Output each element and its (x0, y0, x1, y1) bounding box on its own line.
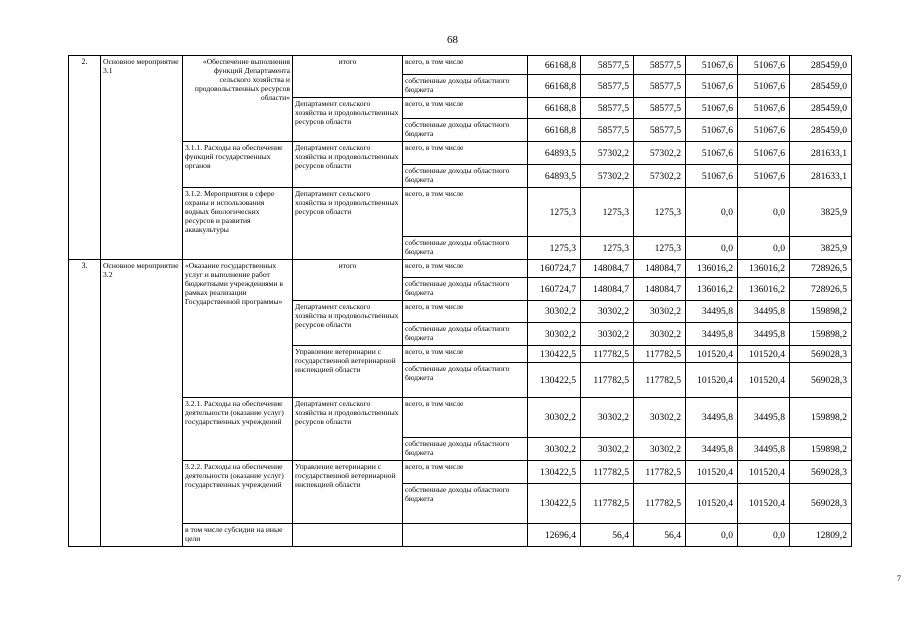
value-cell: 66168,8 (528, 75, 581, 98)
value-cell: 148084,7 (634, 278, 686, 301)
value-cell: 159898,2 (790, 323, 852, 346)
value-cell: 58577,5 (634, 119, 686, 142)
value-cell: 136016,2 (686, 260, 738, 278)
value-cell: 66168,8 (528, 98, 581, 119)
value-cell: 148084,7 (634, 260, 686, 278)
activity-name: 3.2.2. Расходы на обеспечение деятельности (оказание услуг) государственных учреждений (183, 461, 293, 524)
value-cell: 281633,1 (790, 165, 852, 188)
value-cell: 1275,3 (528, 237, 581, 260)
activity-name: «Обеспечение выполнения функций Департамента сельского хозяйства и продовольственных ресурсов области» (183, 56, 293, 142)
value-cell: 51067,6 (738, 56, 790, 75)
value-cell: 30302,2 (528, 438, 581, 461)
activity-name: 3.1.2. Мероприятия в сфере охраны и использования водных биологических ресурсов и развития аквакультуры (183, 188, 293, 260)
value-cell: 51067,6 (686, 119, 738, 142)
value-cell: 30302,2 (581, 323, 634, 346)
executor-label: Департамент сельского хозяйства и продовольственных ресурсов области (293, 98, 403, 142)
value-cell: 57302,2 (634, 165, 686, 188)
activity-name: в том числе субсидии на иные цели (183, 524, 293, 547)
budget-table-wrapper (68, 55, 852, 547)
value-cell: 130422,5 (528, 346, 581, 363)
activity-name: 3.2.1. Расходы на обеспечение деятельности (оказание услуг) государственных учреждений (183, 398, 293, 461)
value-cell: 160724,7 (528, 260, 581, 278)
executor-label: Департамент сельского хозяйства и продовольственных ресурсов области (293, 188, 403, 260)
value-cell: 101520,4 (686, 346, 738, 363)
value-cell: 30302,2 (528, 323, 581, 346)
value-cell: 159898,2 (790, 398, 852, 438)
value-cell: 57302,2 (581, 165, 634, 188)
value-cell: 101520,4 (686, 461, 738, 484)
value-cell: 136016,2 (738, 278, 790, 301)
value-cell: 117782,5 (634, 363, 686, 398)
funding-source-label: всего, в том числе (403, 398, 528, 438)
funding-source-label: собственные доходы областного бюджета (403, 484, 528, 524)
main-activity-label: Основное мероприятие 3.1 (101, 56, 183, 260)
value-cell: 58577,5 (634, 75, 686, 98)
executor-label: итого (293, 260, 403, 301)
value-cell: 57302,2 (581, 142, 634, 165)
value-cell: 12809,2 (790, 524, 852, 547)
value-cell: 30302,2 (634, 323, 686, 346)
funding-source-label: собственные доходы областного бюджета (403, 363, 528, 398)
value-cell: 159898,2 (790, 438, 852, 461)
funding-source-label: собственные доходы областного бюджета (403, 278, 528, 301)
value-cell: 569028,3 (790, 363, 852, 398)
value-cell: 728926,5 (790, 260, 852, 278)
main-activity-label: Основное мероприятие 3.2 (101, 260, 183, 547)
value-cell: 728926,5 (790, 278, 852, 301)
value-cell: 1275,3 (581, 188, 634, 237)
value-cell: 130422,5 (528, 461, 581, 484)
value-cell: 30302,2 (528, 301, 581, 323)
value-cell: 285459,0 (790, 56, 852, 75)
value-cell: 51067,6 (686, 165, 738, 188)
value-cell: 101520,4 (686, 363, 738, 398)
value-cell: 51067,6 (686, 142, 738, 165)
value-cell: 285459,0 (790, 98, 852, 119)
funding-source-label: всего, в том числе (403, 301, 528, 323)
funding-source-label: всего, в том числе (403, 188, 528, 237)
funding-source-label: всего, в том числе (403, 142, 528, 165)
value-cell: 51067,6 (686, 75, 738, 98)
value-cell: 34495,8 (686, 438, 738, 461)
value-cell: 30302,2 (528, 398, 581, 438)
funding-source-label (403, 524, 528, 547)
executor-label: Департамент сельского хозяйства и продовольственных ресурсов области (293, 142, 403, 188)
value-cell: 285459,0 (790, 119, 852, 142)
table-row (69, 524, 852, 547)
value-cell: 117782,5 (581, 484, 634, 524)
executor-label: Департамент сельского хозяйства и продовольственных ресурсов области (293, 301, 403, 346)
executor-label: Департамент сельского хозяйства и продовольственных ресурсов области (293, 398, 403, 461)
value-cell: 66168,8 (528, 119, 581, 142)
value-cell: 51067,6 (686, 56, 738, 75)
value-cell: 3825,9 (790, 237, 852, 260)
value-cell: 58577,5 (581, 119, 634, 142)
row-number: 3. (69, 260, 101, 547)
value-cell: 281633,1 (790, 142, 852, 165)
table-row (69, 260, 852, 278)
value-cell: 57302,2 (634, 142, 686, 165)
value-cell: 136016,2 (686, 278, 738, 301)
executor-label (293, 524, 403, 547)
value-cell: 34495,8 (738, 323, 790, 346)
value-cell: 1275,3 (634, 188, 686, 237)
value-cell: 30302,2 (634, 301, 686, 323)
funding-source-label: собственные доходы областного бюджета (403, 75, 528, 98)
value-cell: 569028,3 (790, 484, 852, 524)
value-cell: 51067,6 (738, 142, 790, 165)
value-cell: 117782,5 (634, 461, 686, 484)
value-cell: 58577,5 (581, 75, 634, 98)
value-cell: 285459,0 (790, 75, 852, 98)
value-cell: 0,0 (738, 524, 790, 547)
value-cell: 101520,4 (738, 363, 790, 398)
value-cell: 0,0 (686, 237, 738, 260)
value-cell: 34495,8 (738, 398, 790, 438)
value-cell: 64893,5 (528, 142, 581, 165)
value-cell: 30302,2 (581, 438, 634, 461)
funding-source-label: собственные доходы областного бюджета (403, 323, 528, 346)
funding-source-label: всего, в том числе (403, 461, 528, 484)
funding-source-label: собственные доходы областного бюджета (403, 119, 528, 142)
funding-source-label: всего, в том числе (403, 346, 528, 363)
page-number: 68 (447, 34, 458, 46)
funding-source-label: всего, в том числе (403, 56, 528, 75)
value-cell: 34495,8 (738, 301, 790, 323)
value-cell: 34495,8 (686, 323, 738, 346)
value-cell: 66168,8 (528, 56, 581, 75)
value-cell: 148084,7 (581, 278, 634, 301)
funding-source-label: всего, в том числе (403, 260, 528, 278)
value-cell: 117782,5 (581, 461, 634, 484)
executor-label: Управление ветеринарии с государственной ветеринарной инспекцией области (293, 346, 403, 398)
value-cell: 64893,5 (528, 165, 581, 188)
funding-source-label: всего, в том числе (403, 98, 528, 119)
value-cell: 51067,6 (738, 75, 790, 98)
value-cell: 101520,4 (686, 484, 738, 524)
value-cell: 51067,6 (738, 165, 790, 188)
table-row (69, 461, 852, 484)
value-cell: 117782,5 (581, 363, 634, 398)
activity-name: 3.1.1. Расходы на обеспечение функций государственных органов (183, 142, 293, 188)
value-cell: 58577,5 (634, 56, 686, 75)
value-cell: 1275,3 (528, 188, 581, 237)
activity-name: «Оказание государственных услуг и выполнение работ бюджетными учреждениями в рамках реализации Государственной программы» (183, 260, 293, 398)
value-cell: 34495,8 (686, 301, 738, 323)
value-cell: 148084,7 (581, 260, 634, 278)
value-cell: 101520,4 (738, 484, 790, 524)
value-cell: 56,4 (581, 524, 634, 547)
table-row (69, 188, 852, 237)
funding-source-label: собственные доходы областного бюджета (403, 165, 528, 188)
value-cell: 34495,8 (686, 398, 738, 438)
value-cell: 569028,3 (790, 461, 852, 484)
value-cell: 51067,6 (738, 98, 790, 119)
value-cell: 117782,5 (634, 484, 686, 524)
value-cell: 56,4 (634, 524, 686, 547)
value-cell: 0,0 (738, 237, 790, 260)
value-cell: 117782,5 (581, 346, 634, 363)
table-row (69, 56, 852, 75)
executor-label: Управление ветеринарии с государственной ветеринарной инспекцией области (293, 461, 403, 524)
value-cell: 30302,2 (581, 398, 634, 438)
value-cell: 569028,3 (790, 346, 852, 363)
value-cell: 0,0 (686, 524, 738, 547)
value-cell: 51067,6 (738, 119, 790, 142)
value-cell: 0,0 (686, 188, 738, 237)
row-number: 2. (69, 56, 101, 260)
value-cell: 30302,2 (634, 438, 686, 461)
value-cell: 159898,2 (790, 301, 852, 323)
value-cell: 51067,6 (686, 98, 738, 119)
value-cell: 58577,5 (581, 98, 634, 119)
value-cell: 58577,5 (634, 98, 686, 119)
table-row (69, 398, 852, 438)
corner-mark: 7 (897, 574, 901, 583)
value-cell: 30302,2 (581, 301, 634, 323)
value-cell: 101520,4 (738, 461, 790, 484)
value-cell: 117782,5 (634, 346, 686, 363)
executor-label: итого (293, 56, 403, 98)
value-cell: 34495,8 (738, 438, 790, 461)
table-row (69, 142, 852, 165)
value-cell: 136016,2 (738, 260, 790, 278)
value-cell: 0,0 (738, 188, 790, 237)
funding-source-label: собственные доходы областного бюджета (403, 438, 528, 461)
value-cell: 1275,3 (634, 237, 686, 260)
value-cell: 130422,5 (528, 363, 581, 398)
value-cell: 3825,9 (790, 188, 852, 237)
value-cell: 12696,4 (528, 524, 581, 547)
value-cell: 30302,2 (634, 398, 686, 438)
value-cell: 130422,5 (528, 484, 581, 524)
value-cell: 58577,5 (581, 56, 634, 75)
value-cell: 160724,7 (528, 278, 581, 301)
value-cell: 101520,4 (738, 346, 790, 363)
value-cell: 1275,3 (581, 237, 634, 260)
budget-table (68, 55, 852, 547)
funding-source-label: собственные доходы областного бюджета (403, 237, 528, 260)
